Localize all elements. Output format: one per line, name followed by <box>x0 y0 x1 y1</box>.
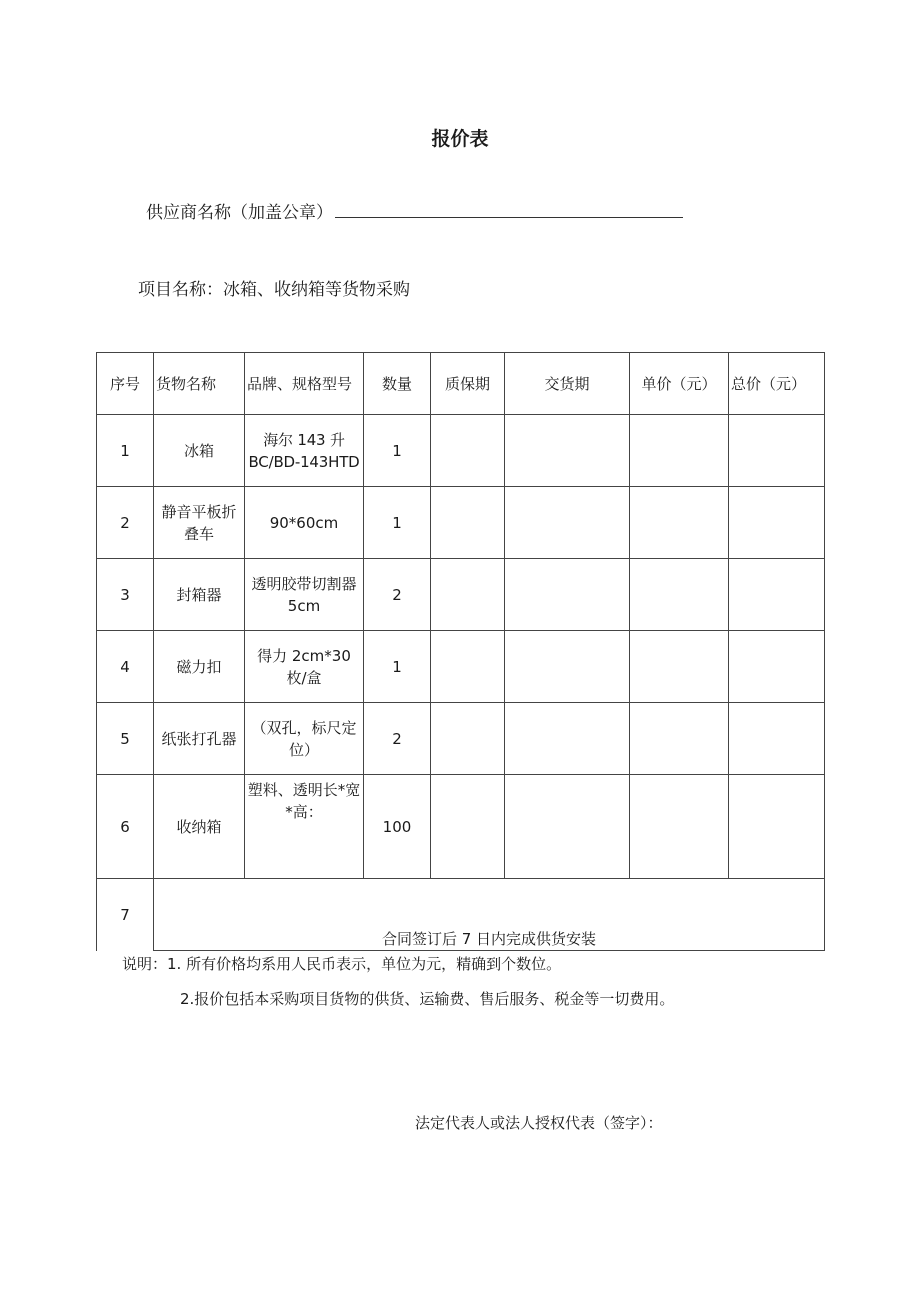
header-name: 货物名称 <box>154 353 245 415</box>
header-warranty: 质保期 <box>431 353 505 415</box>
cell-total-price[interactable] <box>729 559 825 631</box>
cell-spec: （双孔，标尺定位） <box>245 703 364 775</box>
cell-delivery[interactable] <box>505 703 630 775</box>
cell-total-price[interactable] <box>729 703 825 775</box>
table-header-row <box>97 353 825 415</box>
supplier-name-line <box>146 198 683 223</box>
header-no: 序号 <box>97 353 154 415</box>
cell-delivery[interactable] <box>505 631 630 703</box>
table-row <box>97 703 825 775</box>
header-total-price: 总价（元） <box>729 353 825 415</box>
table-row <box>97 487 825 559</box>
cell-name: 收纳箱 <box>154 775 245 879</box>
cell-total-price[interactable] <box>729 415 825 487</box>
note-line-1: 说明：1. 所有价格均系用人民币表示，单位为元，精确到个数位。 <box>122 955 562 973</box>
note-line-2: 2.报价包括本采购项目货物的供货、运输费、售后服务、税金等一切费用。 <box>180 990 675 1008</box>
cell-warranty[interactable] <box>431 703 505 775</box>
cell-name: 纸张打孔器 <box>154 703 245 775</box>
cell-unit-price[interactable] <box>630 559 729 631</box>
table-row <box>97 879 825 951</box>
header-spec: 品牌、规格型号 <box>245 353 364 415</box>
header-delivery: 交货期 <box>505 353 630 415</box>
cell-warranty[interactable] <box>431 487 505 559</box>
cell-no: 5 <box>97 703 154 775</box>
table-row <box>97 631 825 703</box>
cell-qty: 2 <box>364 559 431 631</box>
cell-no: 6 <box>97 775 154 879</box>
cell-delivery[interactable] <box>505 487 630 559</box>
cell-unit-price[interactable] <box>630 703 729 775</box>
cell-warranty[interactable] <box>431 559 505 631</box>
cell-spec: 塑料、透明长*宽*高： <box>245 775 364 879</box>
cell-delivery[interactable] <box>505 559 630 631</box>
cell-total-price[interactable] <box>729 487 825 559</box>
cell-qty: 2 <box>364 703 431 775</box>
supplier-name-blank[interactable] <box>335 199 683 218</box>
cell-qty: 1 <box>364 415 431 487</box>
cell-warranty[interactable] <box>431 775 505 879</box>
cell-no: 3 <box>97 559 154 631</box>
cell-unit-price[interactable] <box>630 487 729 559</box>
cell-name: 封箱器 <box>154 559 245 631</box>
cell-no: 1 <box>97 415 154 487</box>
cell-qty: 1 <box>364 487 431 559</box>
cell-spec: 透明胶带切割器 5cm <box>245 559 364 631</box>
table-row <box>97 415 825 487</box>
cell-name: 磁力扣 <box>154 631 245 703</box>
cell-spec: 90*60cm <box>245 487 364 559</box>
cell-delivery[interactable] <box>505 775 630 879</box>
cell-no: 4 <box>97 631 154 703</box>
page-title: 报价表 <box>431 128 489 150</box>
cell-warranty[interactable] <box>431 415 505 487</box>
cell-unit-price[interactable] <box>630 775 729 879</box>
header-unit-price: 单价（元） <box>630 353 729 415</box>
table-row <box>97 775 825 879</box>
cell-total-price[interactable] <box>729 775 825 879</box>
cell-total-price[interactable] <box>729 631 825 703</box>
cell-unit-price[interactable] <box>630 631 729 703</box>
cell-unit-price[interactable] <box>630 415 729 487</box>
cell-name: 冰箱 <box>154 415 245 487</box>
cell-name: 静音平板折叠车 <box>154 487 245 559</box>
quote-table <box>96 352 825 951</box>
header-qty: 数量 <box>364 353 431 415</box>
project-name: 项目名称：冰箱、收纳箱等货物采购 <box>138 280 410 300</box>
supplier-label: 供应商名称（加盖公章） <box>146 203 333 223</box>
cell-qty: 1 <box>364 631 431 703</box>
signature-label: 法定代表人或法人授权代表（签字）： <box>415 1114 663 1132</box>
cell-delivery[interactable] <box>505 415 630 487</box>
cell-warranty[interactable] <box>431 631 505 703</box>
delivery-note-cell: 合同签订后 7 日内完成供货安装 <box>154 879 825 951</box>
cell-no: 2 <box>97 487 154 559</box>
cell-spec: 得力 2cm*30 枚/盒 <box>245 631 364 703</box>
cell-no: 7 <box>97 879 154 951</box>
table-row <box>97 559 825 631</box>
cell-qty: 100 <box>364 775 431 879</box>
cell-spec: 海尔 143 升 BC/BD-143HTD <box>245 415 364 487</box>
